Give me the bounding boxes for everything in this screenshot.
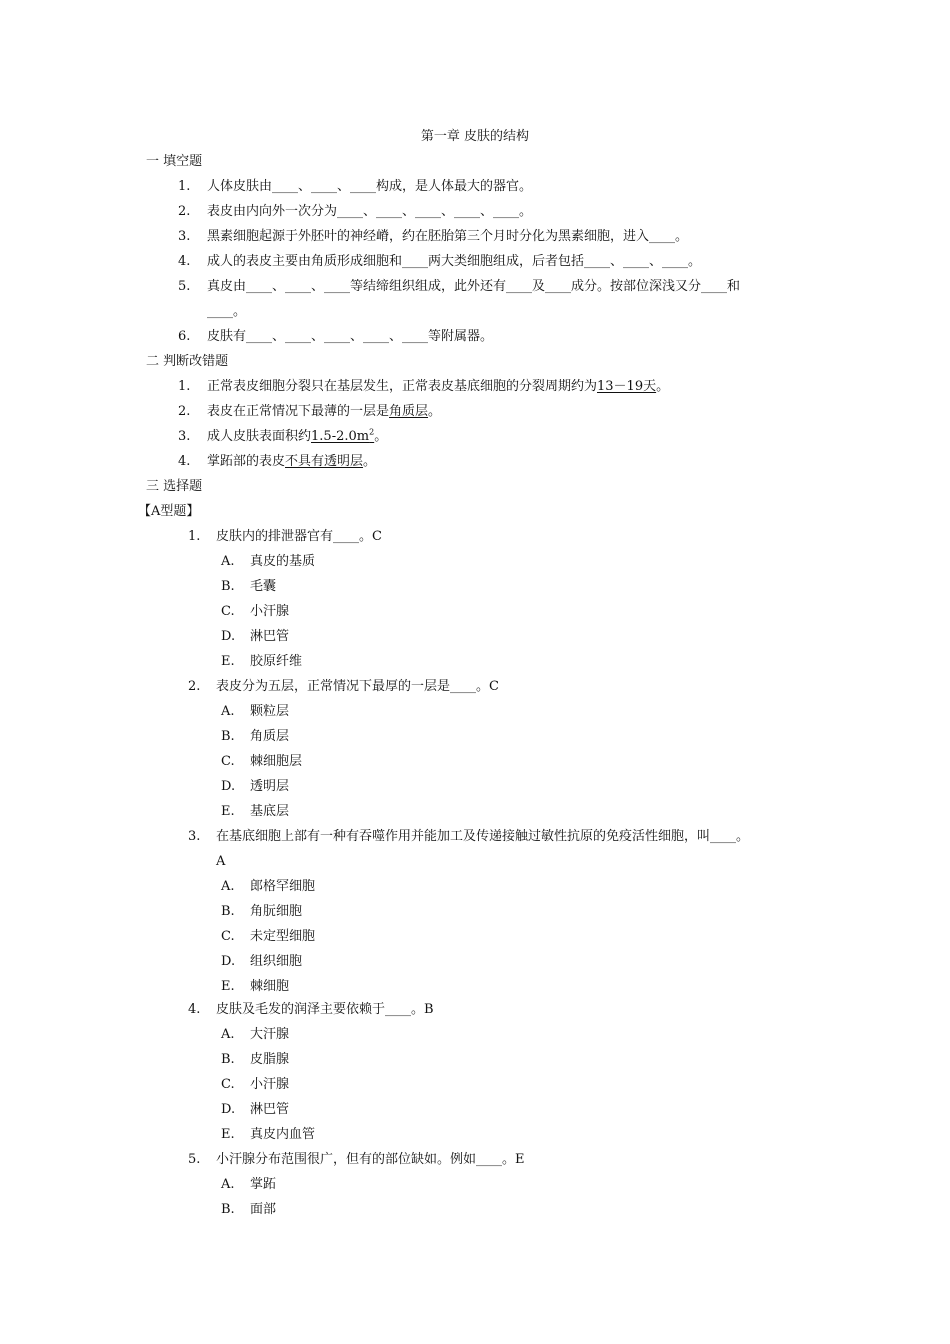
question-number: 1. [188,529,201,544]
option-text: 胶原纤维 [250,654,303,669]
fill-item-continuation: ____。 [207,304,247,319]
judge-underlined-term: 不具有透明层 [285,454,364,469]
option-text: 颗粒层 [250,704,290,719]
section-heading-fill: 一 填空题 [146,154,203,169]
option-letter: B. [221,1202,235,1217]
option-letter: D. [221,1102,236,1117]
option-letter: B. [221,579,235,594]
option-letter: E. [221,1127,235,1142]
judge-item-number: 4. [178,454,191,469]
judge-underlined-term [311,429,374,444]
question-number: 4. [188,1002,201,1017]
fill-item-number: 4. [178,254,191,269]
option-letter: B. [221,729,235,744]
option-letter: E. [221,804,235,819]
option-letter: B. [221,904,235,919]
judge-item-pre: 正常表皮细胞分裂只在基层发生，正常表皮基底细胞的分裂周期约为 [207,379,598,394]
option-text: 真皮的基质 [250,554,316,569]
judge-underlined-value: 1.5-2.0m [311,429,370,444]
option-text: 郎格罕细胞 [250,879,316,894]
superscript: 2 [369,427,375,437]
option-letter: C. [221,604,235,619]
option-letter: C. [221,754,235,769]
judge-item-pre: 成人皮肤表面积约 [207,429,312,444]
option-letter: D. [221,954,236,969]
option-letter: A. [221,554,235,569]
question-text: 在基底细胞上部有一种有吞噬作用并能加工及传递接触过敏性抗原的免疫活性细胞，叫____。 [216,829,750,844]
option-text: 淋巴管 [250,1102,290,1117]
option-text: 角质层 [250,729,290,744]
judge-underlined-term: 13－19天 [597,379,657,394]
fill-item-number: 6. [178,329,191,344]
judge-item-post: 。 [363,454,377,469]
judge-item-number: 3. [178,429,191,444]
question-type-label: 【A型题】 [138,504,200,519]
option-text: 小汗腺 [250,604,290,619]
option-text: 基底层 [250,804,290,819]
fill-item-number: 1. [178,179,191,194]
option-text: 小汗腺 [250,1077,290,1092]
option-letter: E. [221,654,235,669]
judge-item-pre: 表皮在正常情况下最薄的一层是 [207,404,390,419]
question-continuation: A [216,854,226,869]
question-text: 皮肤及毛发的润泽主要依赖于____。B [216,1002,434,1017]
judge-item-text [207,378,669,396]
option-letter: B. [221,1052,235,1067]
option-text: 掌跖 [250,1177,277,1192]
option-text: 棘细胞 [250,979,290,994]
option-text: 组织细胞 [250,954,303,969]
judge-item-pre: 掌跖部的表皮 [207,454,286,469]
option-letter: E. [221,979,235,994]
option-text: 面部 [250,1202,277,1217]
page-title: 第一章 皮肤的结构 [420,129,530,144]
option-text: 角朊细胞 [250,904,303,919]
option-letter: A. [221,1027,235,1042]
section-heading-choice: 三 选择题 [146,479,203,494]
fill-item-number: 5. [178,279,191,294]
question-text: 皮肤内的排泄器官有____。C [216,529,382,544]
option-text: 皮脂腺 [250,1052,290,1067]
question-number: 3. [188,829,201,844]
option-text: 毛囊 [250,579,277,594]
judge-item-text [207,428,387,446]
option-letter: C. [221,929,235,944]
section-heading-judge: 二 判断改错题 [146,354,229,369]
option-letter: D. [221,629,236,644]
judge-item-post: 。 [374,429,388,444]
option-letter: C. [221,1077,235,1092]
question-number: 5. [188,1152,201,1167]
fill-item-text: 真皮由____、____、____等结缔组织组成，此外还有____及____成分。按部位深浅又分____和 [207,279,741,294]
option-text: 透明层 [250,779,290,794]
judge-item-post: 。 [428,404,442,419]
option-text: 大汗腺 [250,1027,290,1042]
option-letter: A. [221,879,235,894]
option-text: 真皮内血管 [250,1127,316,1142]
judge-item-text [207,403,441,421]
judge-item-post: 。 [656,379,670,394]
fill-item-number: 3. [178,229,191,244]
question-number: 2. [188,679,201,694]
fill-item-text: 成人的表皮主要由角质形成细胞和____两大类细胞组成，后者包括____、____、____。 [207,254,702,269]
judge-underlined-term: 角质层 [389,404,429,419]
question-text: 小汗腺分布范围很广，但有的部位缺如。例如____。E [216,1152,525,1167]
option-text: 未定型细胞 [250,929,316,944]
option-letter: A. [221,1177,235,1192]
option-letter: D. [221,779,236,794]
option-letter: A. [221,704,235,719]
fill-item-number: 2. [178,204,191,219]
option-text: 淋巴管 [250,629,290,644]
fill-item-text: 表皮由内向外一次分为____、____、____、____、____。 [207,204,533,219]
fill-item-text: 黑素细胞起源于外胚叶的神经嵴，约在胚胎第三个月时分化为黑素细胞，进入____。 [207,229,689,244]
option-text: 棘细胞层 [250,754,303,769]
question-text: 表皮分为五层，正常情况下最厚的一层是____。C [216,679,499,694]
judge-item-number: 1. [178,379,191,394]
fill-item-text: 人体皮肤由____、____、____构成，是人体最大的器官。 [207,179,533,194]
fill-item-text: 皮肤有____、____、____、____、____等附属器。 [207,329,494,344]
judge-item-number: 2. [178,404,191,419]
judge-item-text [207,453,376,471]
